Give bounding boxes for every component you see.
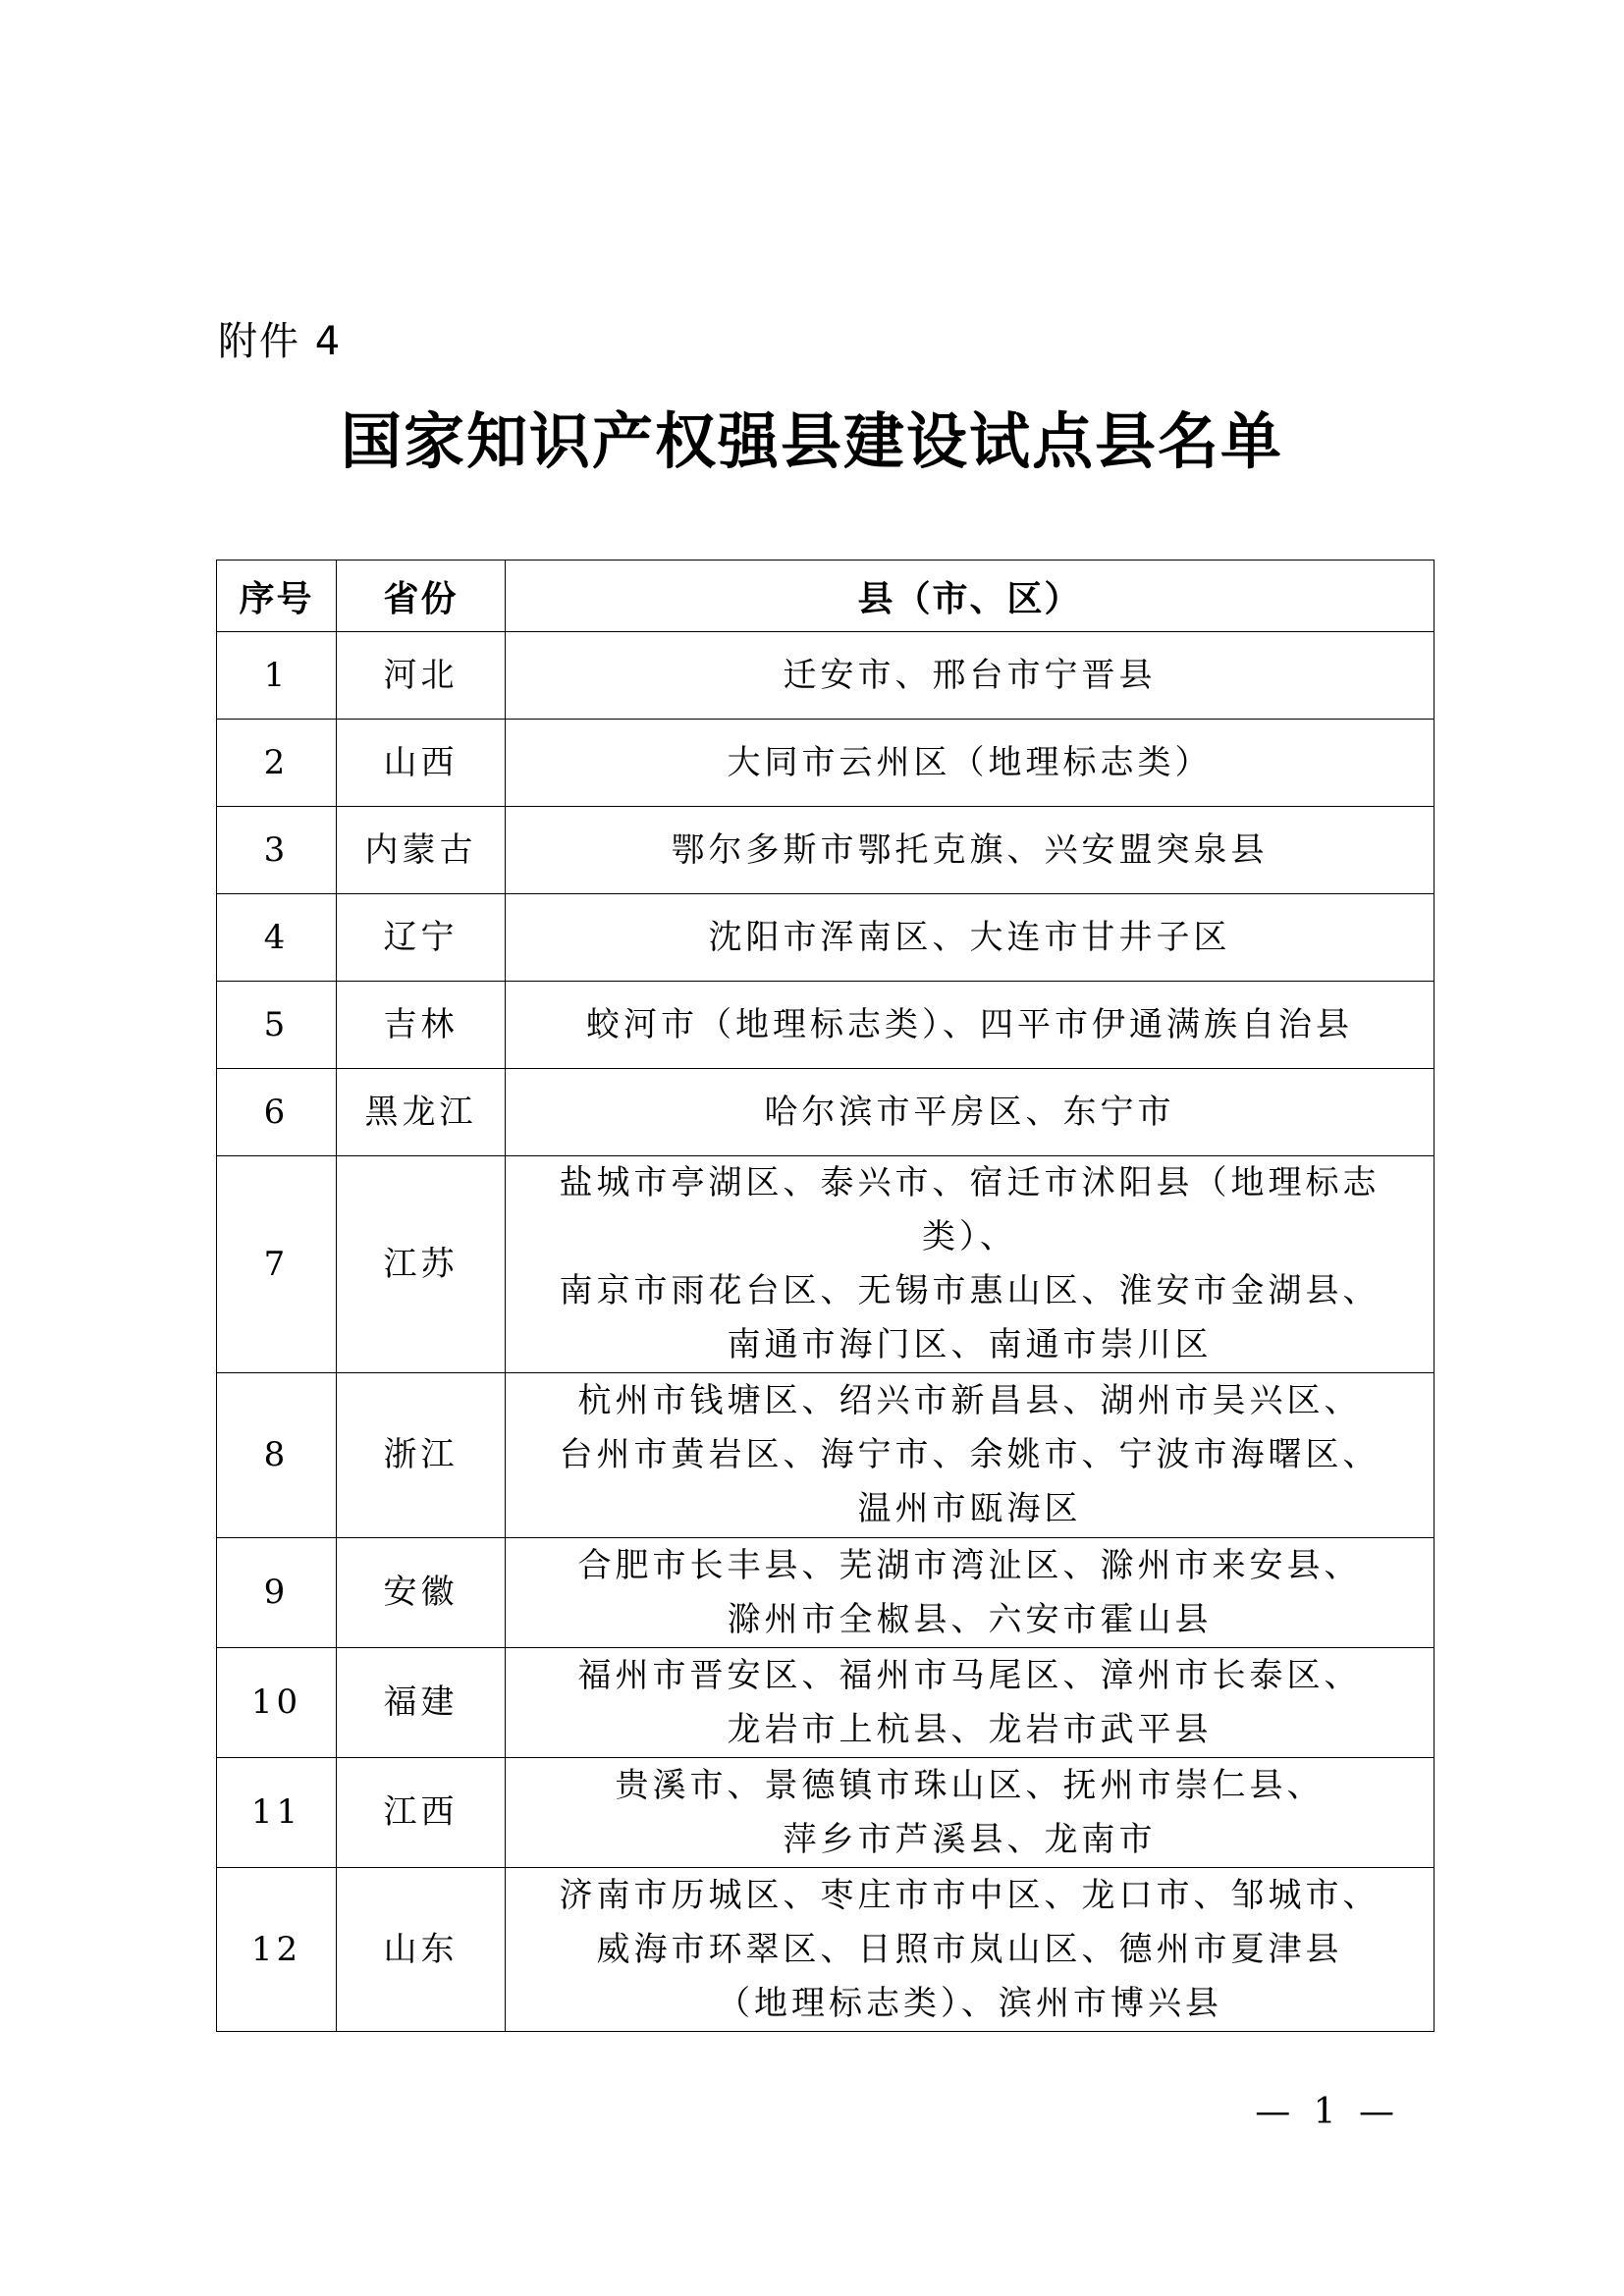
row-index: 8	[217, 1373, 337, 1538]
row-index: 1	[217, 632, 337, 720]
row-counties	[506, 720, 1435, 807]
row-counties	[506, 807, 1435, 894]
header-index: 序号	[217, 561, 337, 632]
row-counties	[506, 1648, 1435, 1758]
row-index: 6	[217, 1069, 337, 1156]
row-counties	[506, 1156, 1435, 1373]
counties-text: 迁安市、邢台市宁晋县	[783, 655, 1157, 695]
row-province: 黑龙江	[337, 1069, 506, 1156]
row-province: 吉林	[337, 982, 506, 1069]
counties-text: 哈尔滨市平房区、东宁市	[764, 1092, 1175, 1132]
table-row	[217, 1758, 1435, 1868]
counties-text: 沈阳市浑南区、大连市甘井子区	[708, 917, 1231, 957]
row-index: 5	[217, 982, 337, 1069]
row-counties	[506, 632, 1435, 720]
counties-text: 杭州市钱塘区、绍兴市新昌县、湖州市吴兴区、 台州市黄岩区、海宁市、余姚市、宁波市海曙区、 温州市瓯海区	[559, 1381, 1380, 1528]
table-row	[217, 1538, 1435, 1648]
counties-text: 大同市云州区（地理标志类）	[727, 742, 1213, 782]
table-row	[217, 1868, 1435, 2032]
counties-text: 贵溪市、景德镇市珠山区、抚州市崇仁县、 萍乡市芦溪县、龙南市	[615, 1765, 1325, 1859]
row-index: 11	[217, 1758, 337, 1868]
row-province: 福建	[337, 1648, 506, 1758]
row-counties	[506, 1868, 1435, 2032]
counties-text: 合肥市长丰县、芜湖市湾沚区、滁州市来安县、 滁州市全椒县、六安市霍山县	[577, 1545, 1362, 1639]
row-counties	[506, 1069, 1435, 1156]
table-row	[217, 720, 1435, 807]
row-counties	[506, 1758, 1435, 1868]
table-row	[217, 894, 1435, 982]
row-index: 10	[217, 1648, 337, 1758]
table-row	[217, 632, 1435, 720]
table-row	[217, 1648, 1435, 1758]
row-province: 内蒙古	[337, 807, 506, 894]
row-counties	[506, 982, 1435, 1069]
counties-text: 济南市历城区、枣庄市市中区、龙口市、邹城市、 威海市环翠区、日照市岚山区、德州市夏津县 （地理标志类）、滨州市博兴县	[559, 1875, 1380, 2023]
page-number: — 1 —	[1255, 2092, 1400, 2132]
table-row	[217, 982, 1435, 1069]
row-counties	[506, 1538, 1435, 1648]
row-province: 山东	[337, 1868, 506, 2032]
row-counties	[506, 1373, 1435, 1538]
attachment-label: 附件 4	[218, 319, 343, 364]
header-counties: 县（市、区）	[506, 561, 1435, 632]
row-province: 辽宁	[337, 894, 506, 982]
row-index: 9	[217, 1538, 337, 1648]
pilot-county-table	[216, 560, 1435, 2032]
table-header-row	[217, 561, 1435, 632]
counties-text: 福州市晋安区、福州市马尾区、漳州市长泰区、 龙岩市上杭县、龙岩市武平县	[577, 1655, 1362, 1749]
row-counties	[506, 894, 1435, 982]
table-row	[217, 1373, 1435, 1538]
row-index: 4	[217, 894, 337, 982]
row-province: 江西	[337, 1758, 506, 1868]
table-row	[217, 1069, 1435, 1156]
row-index: 7	[217, 1156, 337, 1373]
row-province: 河北	[337, 632, 506, 720]
row-index: 12	[217, 1868, 337, 2032]
row-province: 江苏	[337, 1156, 506, 1373]
counties-text: 鄂尔多斯市鄂托克旗、兴安盟突泉县	[671, 829, 1269, 870]
row-province: 山西	[337, 720, 506, 807]
counties-text: 盐城市亭湖区、泰兴市、宿迁市沭阳县（地理标志类）、 南京市雨花台区、无锡市惠山区、淮安市金湖县、 南通市海门区、南通市崇川区	[559, 1163, 1380, 1364]
page-title: 国家知识产权强县建设试点县名单	[340, 405, 1283, 477]
row-index: 3	[217, 807, 337, 894]
header-province: 省份	[337, 561, 506, 632]
table-row	[217, 807, 1435, 894]
table-row	[217, 1156, 1435, 1373]
counties-text: 蛟河市（地理标志类）、四平市伊通满族自治县	[586, 1004, 1353, 1044]
row-index: 2	[217, 720, 337, 807]
row-province: 安徽	[337, 1538, 506, 1648]
row-province: 浙江	[337, 1373, 506, 1538]
